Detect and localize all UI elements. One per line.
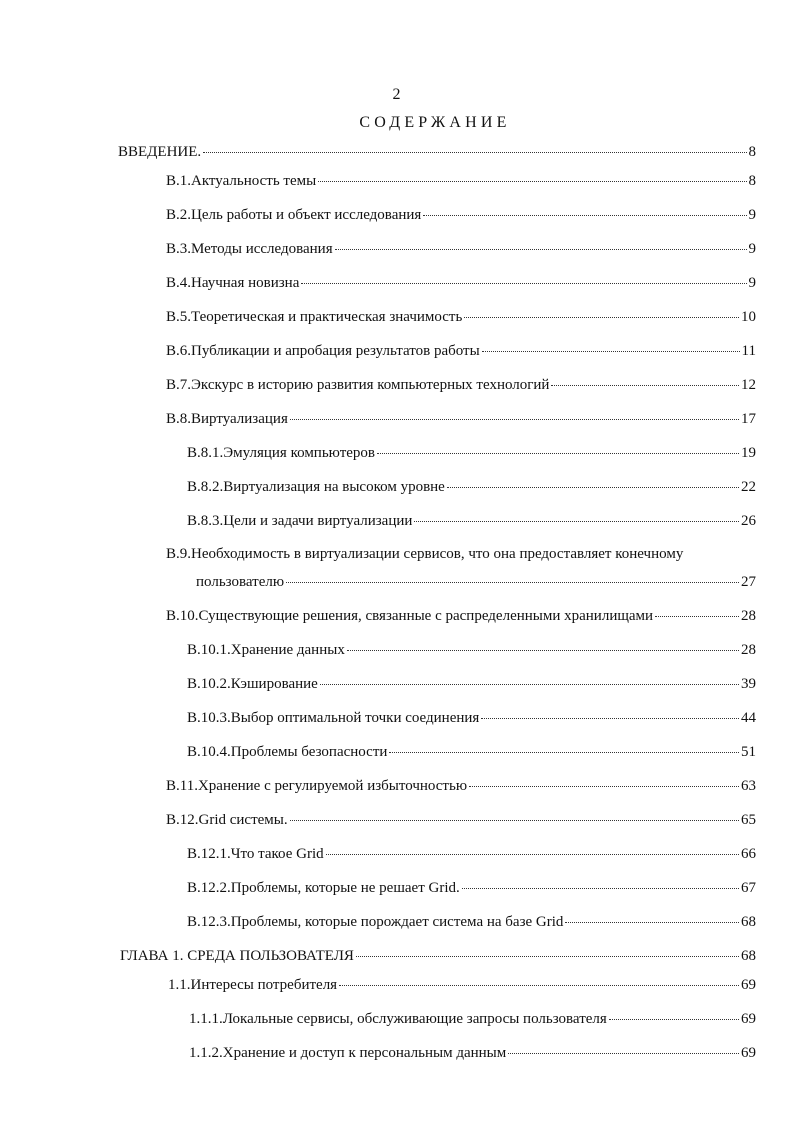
- toc-entry-page: 51: [741, 744, 756, 760]
- toc-entry: [187, 641, 756, 659]
- toc-entry: [166, 376, 756, 394]
- toc-entry-label: В.8.3.Цели и задачи виртуализации: [187, 513, 413, 529]
- dot-leader: [347, 650, 739, 651]
- dot-leader: [414, 521, 739, 522]
- dot-leader: [423, 215, 746, 216]
- toc-entry-introduction: [118, 143, 756, 161]
- toc-entry-page: 65: [741, 812, 756, 828]
- toc-entry-label: В.12.2.Проблемы, которые не решает Grid.: [187, 880, 460, 896]
- dot-leader: [326, 854, 739, 855]
- toc-entry-page: 27: [741, 574, 756, 590]
- dot-leader: [482, 351, 740, 352]
- toc-entry-label: 1.1.2.Хранение и доступ к персональным данным: [189, 1045, 507, 1061]
- toc-entry-page: 12: [741, 377, 756, 393]
- toc-entry-page: 11: [741, 343, 756, 359]
- dot-leader: [609, 1019, 739, 1020]
- toc-entry-page: 9: [748, 207, 756, 223]
- toc-entry-page: 68: [741, 948, 756, 964]
- dot-leader: [655, 616, 739, 617]
- toc-entry-label: В.5.Теоретическая и практическая значимость: [166, 309, 463, 325]
- toc-entry-page: 8: [748, 173, 756, 189]
- toc-entry-page: 69: [741, 977, 756, 993]
- dot-leader: [508, 1053, 739, 1054]
- dot-leader: [301, 283, 746, 284]
- toc-entry-page: 26: [741, 513, 756, 529]
- toc-entry-label: В.8.1.Эмуляция компьютеров: [187, 445, 375, 461]
- toc-entry: [189, 1010, 756, 1028]
- dot-leader: [356, 956, 739, 957]
- toc-entry-label: В.4.Научная новизна: [166, 275, 300, 291]
- toc-entry: [187, 512, 756, 530]
- toc-entry-label: В.11.Хранение с регулируемой избыточностью: [166, 778, 468, 794]
- toc-entry-label: ГЛАВА 1. СРЕДА ПОЛЬЗОВАТЕЛЯ: [120, 948, 354, 964]
- toc-entry: [166, 342, 756, 360]
- toc-entry-label: В.6.Публикации и апробация результатов работы: [166, 343, 480, 359]
- dot-leader: [565, 922, 739, 923]
- toc-entry: [166, 811, 756, 829]
- toc-entry-label: В.1.Актуальность темы: [166, 173, 317, 189]
- dot-leader: [389, 752, 739, 753]
- toc-entry-label: В.10.2.Кэширование: [187, 676, 318, 692]
- toc-entry-page: 10: [741, 309, 756, 325]
- toc-entry: [196, 573, 756, 591]
- toc-entry: [168, 976, 756, 994]
- toc-entry: [166, 607, 756, 625]
- toc-entry-label-continuation: пользователю: [196, 574, 285, 590]
- toc-entry: [166, 240, 756, 258]
- toc-entry-label: В.10.Существующие решения, связанные с распределенными хранилищами: [166, 608, 654, 624]
- toc-entry: [187, 478, 756, 496]
- dot-leader: [286, 582, 739, 583]
- toc-entry: [166, 274, 756, 292]
- toc-entry-label: В.8.2.Виртуализация на высоком уровне: [187, 479, 445, 495]
- dot-leader: [481, 718, 739, 719]
- toc-entry-page: 8: [748, 144, 756, 160]
- dot-leader: [551, 385, 739, 386]
- toc-entry-page: 39: [741, 676, 756, 692]
- toc-entry-label: В.3.Методы исследования: [166, 241, 333, 257]
- toc-title: СОДЕРЖАНИЕ: [359, 114, 511, 131]
- dot-leader: [290, 419, 739, 420]
- toc-entry-page: 63: [741, 778, 756, 794]
- toc-entry: [166, 206, 756, 224]
- toc-entry-label: В.10.4.Проблемы безопасности: [187, 744, 388, 760]
- dot-leader: [203, 152, 746, 153]
- dot-leader: [462, 888, 739, 889]
- toc-entry-page: 66: [741, 846, 756, 862]
- toc-entry-page: 9: [748, 241, 756, 257]
- toc-entry-page: 28: [741, 608, 756, 624]
- toc-entry-page: 22: [741, 479, 756, 495]
- toc-entry-page: 44: [741, 710, 756, 726]
- toc-entry-page: 17: [741, 411, 756, 427]
- toc-entry-label: ВВЕДЕНИЕ.: [118, 144, 202, 160]
- toc-entry-page: 19: [741, 445, 756, 461]
- toc-entry: [187, 913, 756, 931]
- dot-leader: [318, 181, 746, 182]
- dot-leader: [447, 487, 739, 488]
- page-number: 2: [392, 86, 401, 103]
- toc-entry: [187, 845, 756, 863]
- toc-entry-page: 69: [741, 1045, 756, 1061]
- dot-leader: [320, 684, 739, 685]
- toc-entry-label: 1.1.Интересы потребителя: [168, 977, 338, 993]
- toc-entry: [166, 410, 756, 428]
- toc-entry-label: В.2.Цель работы и объект исследования: [166, 207, 422, 223]
- toc-entry-label: В.7.Экскурс в историю развития компьютерных технологий: [166, 377, 550, 393]
- toc-entry-page: 69: [741, 1011, 756, 1027]
- toc-entry-chapter: [120, 947, 756, 965]
- toc-entry: [187, 675, 756, 693]
- dot-leader: [290, 820, 739, 821]
- toc-entry: [187, 444, 756, 462]
- toc-entry: [187, 879, 756, 897]
- toc-entry: [187, 709, 756, 727]
- toc-entry-label: В.10.3.Выбор оптимальной точки соединения: [187, 710, 480, 726]
- toc-entry-label: В.12.Grid системы.: [166, 812, 288, 828]
- toc-entry-label: В.8.Виртуализация: [166, 411, 288, 427]
- toc-entry: [166, 308, 756, 326]
- toc-entry: [189, 1044, 756, 1062]
- toc-entry-label: В.12.3.Проблемы, которые порождает система на базе Grid: [187, 914, 564, 930]
- toc-entry: [187, 743, 756, 761]
- toc-entry-label: В.10.1.Хранение данных: [187, 642, 345, 658]
- toc-entry-page: 28: [741, 642, 756, 658]
- dot-leader: [377, 453, 739, 454]
- toc-entry-page: 67: [741, 880, 756, 896]
- dot-leader: [335, 249, 747, 250]
- toc-entry-label: 1.1.1.Локальные сервисы, обслуживающие запросы пользователя: [189, 1011, 607, 1027]
- toc-entry: [166, 777, 756, 795]
- toc-entry-page: 9: [748, 275, 756, 291]
- toc-entry: [166, 172, 756, 190]
- dot-leader: [339, 985, 739, 986]
- toc-entry-page: 68: [741, 914, 756, 930]
- toc-entry-label: В.9.Необходимость в виртуализации сервисов, что она предоставляет конечному: [166, 546, 684, 562]
- dot-leader: [469, 786, 739, 787]
- toc-entry-label: В.12.1.Что такое Grid: [187, 846, 324, 862]
- dot-leader: [464, 317, 739, 318]
